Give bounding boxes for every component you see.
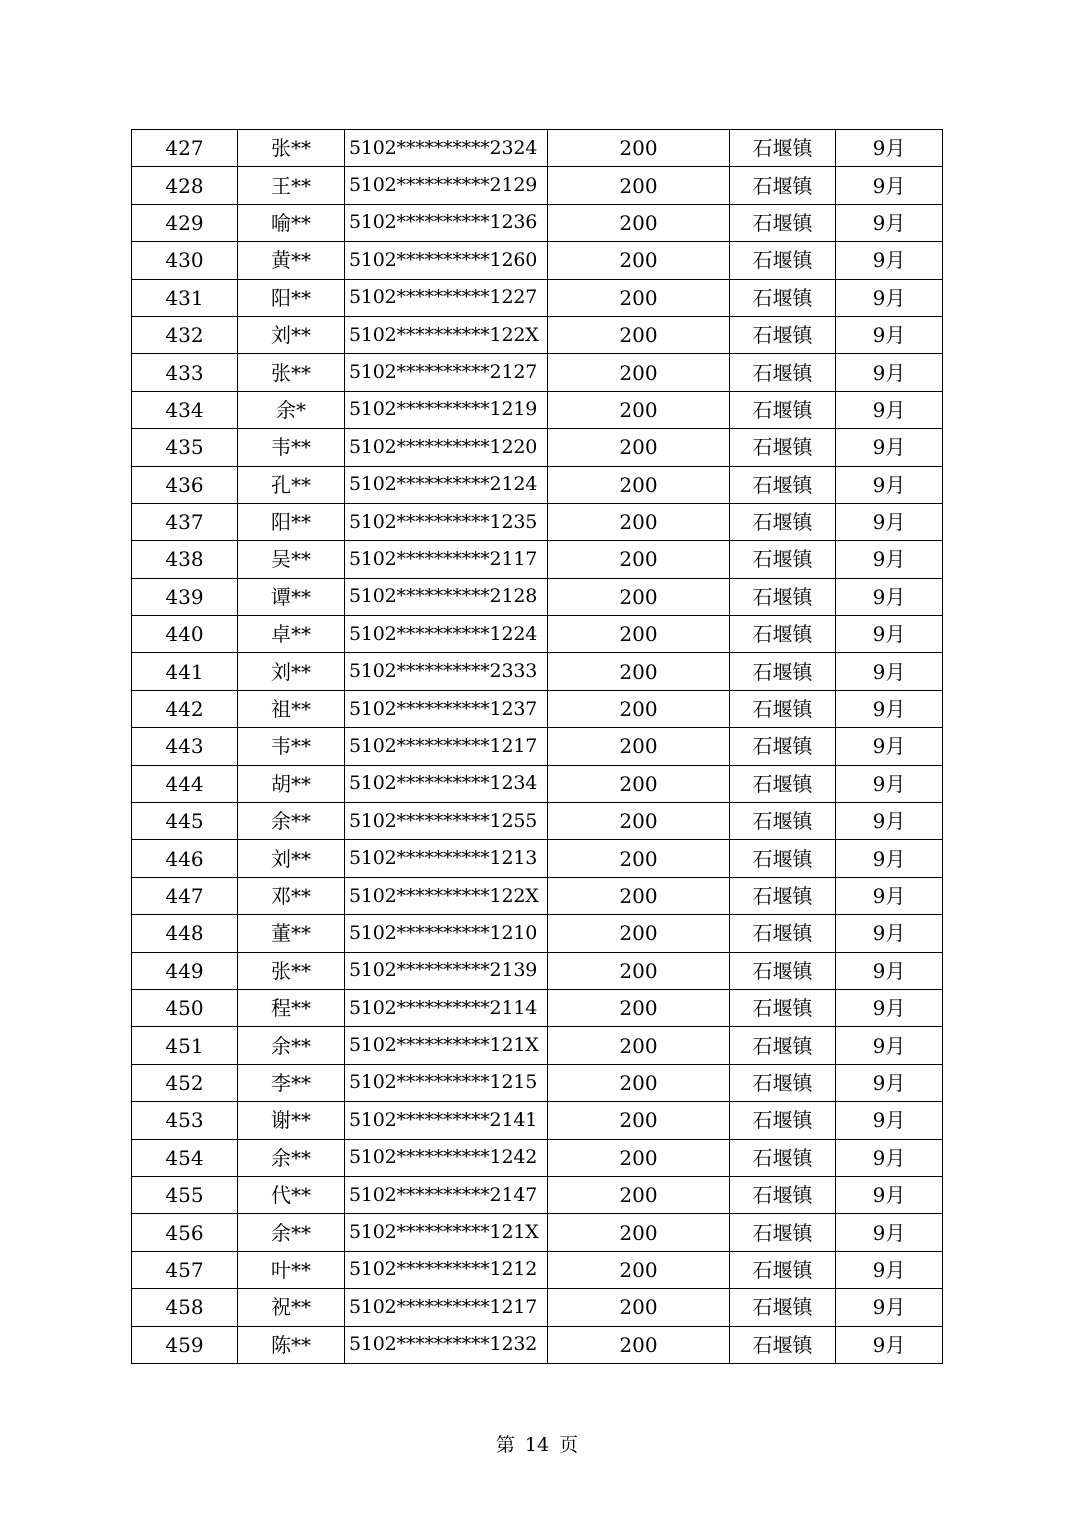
cell-name: 张** [238, 130, 345, 167]
cell-month: 9月 [836, 503, 943, 540]
cell-name: 刘** [238, 653, 345, 690]
cell-serial-number: 427 [132, 130, 238, 167]
cell-amount: 200 [548, 1326, 730, 1363]
cell-amount: 200 [548, 242, 730, 279]
cell-id-number: 5102**********1255 [345, 803, 548, 840]
cell-amount: 200 [548, 653, 730, 690]
cell-amount: 200 [548, 877, 730, 914]
cell-serial-number: 458 [132, 1289, 238, 1326]
cell-month: 9月 [836, 803, 943, 840]
data-table [131, 129, 943, 1364]
cell-name: 祖** [238, 690, 345, 727]
cell-town: 石堰镇 [730, 915, 836, 952]
cell-month: 9月 [836, 1027, 943, 1064]
cell-town: 石堰镇 [730, 466, 836, 503]
table-row [132, 391, 943, 428]
cell-name: 韦** [238, 429, 345, 466]
cell-month: 9月 [836, 728, 943, 765]
table-row [132, 840, 943, 877]
cell-name: 胡** [238, 765, 345, 802]
cell-town: 石堰镇 [730, 130, 836, 167]
cell-town: 石堰镇 [730, 391, 836, 428]
cell-month: 9月 [836, 429, 943, 466]
cell-name: 谢** [238, 1102, 345, 1139]
cell-id-number: 5102**********2333 [345, 653, 548, 690]
table-row [132, 690, 943, 727]
cell-month: 9月 [836, 1176, 943, 1213]
cell-serial-number: 453 [132, 1102, 238, 1139]
cell-town: 石堰镇 [730, 952, 836, 989]
cell-amount: 200 [548, 130, 730, 167]
table-row [132, 316, 943, 353]
cell-month: 9月 [836, 279, 943, 316]
cell-id-number: 5102**********1232 [345, 1326, 548, 1363]
cell-month: 9月 [836, 1251, 943, 1288]
cell-id-number: 5102**********1213 [345, 840, 548, 877]
cell-id-number: 5102**********1227 [345, 279, 548, 316]
table-row [132, 578, 943, 615]
cell-town: 石堰镇 [730, 316, 836, 353]
cell-id-number: 5102**********1224 [345, 616, 548, 653]
cell-name: 刘** [238, 840, 345, 877]
cell-month: 9月 [836, 877, 943, 914]
cell-month: 9月 [836, 578, 943, 615]
cell-amount: 200 [548, 1064, 730, 1101]
cell-name: 吴** [238, 541, 345, 578]
cell-month: 9月 [836, 840, 943, 877]
cell-serial-number: 435 [132, 429, 238, 466]
cell-town: 石堰镇 [730, 541, 836, 578]
cell-month: 9月 [836, 616, 943, 653]
cell-name: 黄** [238, 242, 345, 279]
cell-serial-number: 459 [132, 1326, 238, 1363]
cell-serial-number: 428 [132, 167, 238, 204]
cell-town: 石堰镇 [730, 1102, 836, 1139]
cell-town: 石堰镇 [730, 354, 836, 391]
page-footer-suffix: 页 [559, 1434, 579, 1456]
cell-amount: 200 [548, 578, 730, 615]
table-row [132, 242, 943, 279]
cell-id-number: 5102**********1217 [345, 1289, 548, 1326]
cell-serial-number: 452 [132, 1064, 238, 1101]
cell-name: 韦** [238, 728, 345, 765]
cell-month: 9月 [836, 653, 943, 690]
cell-amount: 200 [548, 840, 730, 877]
cell-name: 余** [238, 1139, 345, 1176]
cell-month: 9月 [836, 915, 943, 952]
cell-amount: 200 [548, 1251, 730, 1288]
cell-town: 石堰镇 [730, 1064, 836, 1101]
cell-amount: 200 [548, 1289, 730, 1326]
cell-town: 石堰镇 [730, 690, 836, 727]
cell-name: 王** [238, 167, 345, 204]
cell-month: 9月 [836, 130, 943, 167]
cell-month: 9月 [836, 1326, 943, 1363]
cell-serial-number: 456 [132, 1214, 238, 1251]
table-row [132, 1139, 943, 1176]
cell-name: 董** [238, 915, 345, 952]
table-row [132, 1326, 943, 1363]
cell-amount: 200 [548, 1214, 730, 1251]
cell-amount: 200 [548, 279, 730, 316]
cell-id-number: 5102**********2139 [345, 952, 548, 989]
cell-amount: 200 [548, 690, 730, 727]
table-row [132, 616, 943, 653]
table-row [132, 728, 943, 765]
cell-id-number: 5102**********2127 [345, 354, 548, 391]
cell-id-number: 5102**********2128 [345, 578, 548, 615]
cell-amount: 200 [548, 952, 730, 989]
cell-name: 祝** [238, 1289, 345, 1326]
cell-town: 石堰镇 [730, 877, 836, 914]
cell-name: 喻** [238, 204, 345, 241]
cell-town: 石堰镇 [730, 1214, 836, 1251]
page-footer-prefix: 第 [495, 1434, 515, 1456]
cell-serial-number: 430 [132, 242, 238, 279]
cell-month: 9月 [836, 1064, 943, 1101]
table-row [132, 466, 943, 503]
cell-town: 石堰镇 [730, 653, 836, 690]
cell-serial-number: 449 [132, 952, 238, 989]
cell-month: 9月 [836, 316, 943, 353]
table-row [132, 1251, 943, 1288]
table-row [132, 952, 943, 989]
cell-town: 石堰镇 [730, 1289, 836, 1326]
cell-town: 石堰镇 [730, 1326, 836, 1363]
cell-id-number: 5102**********2129 [345, 167, 548, 204]
table-row [132, 1289, 943, 1326]
cell-id-number: 5102**********1234 [345, 765, 548, 802]
cell-amount: 200 [548, 204, 730, 241]
cell-town: 石堰镇 [730, 242, 836, 279]
cell-serial-number: 441 [132, 653, 238, 690]
cell-month: 9月 [836, 354, 943, 391]
cell-name: 陈** [238, 1326, 345, 1363]
cell-town: 石堰镇 [730, 803, 836, 840]
cell-serial-number: 444 [132, 765, 238, 802]
cell-town: 石堰镇 [730, 1176, 836, 1213]
cell-id-number: 5102**********121X [345, 1214, 548, 1251]
table-row [132, 354, 943, 391]
cell-id-number: 5102**********121X [345, 1027, 548, 1064]
cell-month: 9月 [836, 204, 943, 241]
cell-name: 余** [238, 1214, 345, 1251]
cell-town: 石堰镇 [730, 429, 836, 466]
cell-month: 9月 [836, 1289, 943, 1326]
cell-serial-number: 437 [132, 503, 238, 540]
cell-name: 张** [238, 952, 345, 989]
cell-month: 9月 [836, 952, 943, 989]
cell-amount: 200 [548, 167, 730, 204]
cell-serial-number: 442 [132, 690, 238, 727]
cell-name: 刘** [238, 316, 345, 353]
cell-amount: 200 [548, 316, 730, 353]
cell-amount: 200 [548, 541, 730, 578]
cell-id-number: 5102**********1236 [345, 204, 548, 241]
cell-town: 石堰镇 [730, 989, 836, 1026]
cell-name: 孔** [238, 466, 345, 503]
cell-id-number: 5102**********2124 [345, 466, 548, 503]
cell-month: 9月 [836, 541, 943, 578]
cell-name: 阳** [238, 279, 345, 316]
cell-amount: 200 [548, 1027, 730, 1064]
cell-month: 9月 [836, 1214, 943, 1251]
cell-amount: 200 [548, 429, 730, 466]
table-row [132, 279, 943, 316]
table-row [132, 915, 943, 952]
cell-amount: 200 [548, 391, 730, 428]
cell-month: 9月 [836, 242, 943, 279]
cell-id-number: 5102**********1235 [345, 503, 548, 540]
table-row [132, 204, 943, 241]
cell-town: 石堰镇 [730, 728, 836, 765]
cell-id-number: 5102**********2324 [345, 130, 548, 167]
table-row [132, 429, 943, 466]
cell-town: 石堰镇 [730, 616, 836, 653]
cell-amount: 200 [548, 915, 730, 952]
cell-serial-number: 445 [132, 803, 238, 840]
cell-town: 石堰镇 [730, 1139, 836, 1176]
cell-town: 石堰镇 [730, 1027, 836, 1064]
cell-serial-number: 457 [132, 1251, 238, 1288]
cell-month: 9月 [836, 167, 943, 204]
cell-month: 9月 [836, 1139, 943, 1176]
cell-month: 9月 [836, 466, 943, 503]
cell-name: 邓** [238, 877, 345, 914]
cell-serial-number: 448 [132, 915, 238, 952]
cell-amount: 200 [548, 1139, 730, 1176]
cell-serial-number: 454 [132, 1139, 238, 1176]
cell-serial-number: 451 [132, 1027, 238, 1064]
cell-serial-number: 436 [132, 466, 238, 503]
table-row [132, 130, 943, 167]
cell-id-number: 5102**********1242 [345, 1139, 548, 1176]
cell-id-number: 5102**********2117 [345, 541, 548, 578]
cell-id-number: 5102**********1220 [345, 429, 548, 466]
cell-amount: 200 [548, 1176, 730, 1213]
page-number: 14 [524, 1434, 550, 1456]
cell-id-number: 5102**********122X [345, 877, 548, 914]
table-row [132, 1027, 943, 1064]
table-row [132, 541, 943, 578]
cell-town: 石堰镇 [730, 765, 836, 802]
table-row [132, 503, 943, 540]
table-row [132, 167, 943, 204]
cell-amount: 200 [548, 989, 730, 1026]
table-row [132, 1214, 943, 1251]
cell-id-number: 5102**********1260 [345, 242, 548, 279]
cell-id-number: 5102**********2147 [345, 1176, 548, 1213]
table-row [132, 1176, 943, 1213]
cell-amount: 200 [548, 765, 730, 802]
cell-town: 石堰镇 [730, 503, 836, 540]
cell-town: 石堰镇 [730, 1251, 836, 1288]
cell-id-number: 5102**********1215 [345, 1064, 548, 1101]
cell-serial-number: 439 [132, 578, 238, 615]
cell-town: 石堰镇 [730, 204, 836, 241]
cell-id-number: 5102**********2141 [345, 1102, 548, 1139]
cell-id-number: 5102**********1237 [345, 690, 548, 727]
table-body [132, 130, 943, 1364]
cell-amount: 200 [548, 354, 730, 391]
cell-serial-number: 443 [132, 728, 238, 765]
cell-amount: 200 [548, 1102, 730, 1139]
cell-serial-number: 433 [132, 354, 238, 391]
table-row [132, 877, 943, 914]
table-row [132, 765, 943, 802]
cell-name: 余* [238, 391, 345, 428]
cell-name: 李** [238, 1064, 345, 1101]
cell-amount: 200 [548, 466, 730, 503]
cell-name: 程** [238, 989, 345, 1026]
cell-month: 9月 [836, 690, 943, 727]
cell-name: 余** [238, 803, 345, 840]
cell-month: 9月 [836, 989, 943, 1026]
cell-town: 石堰镇 [730, 578, 836, 615]
cell-month: 9月 [836, 765, 943, 802]
table-row [132, 653, 943, 690]
cell-serial-number: 429 [132, 204, 238, 241]
cell-name: 余** [238, 1027, 345, 1064]
cell-serial-number: 450 [132, 989, 238, 1026]
cell-serial-number: 431 [132, 279, 238, 316]
cell-serial-number: 432 [132, 316, 238, 353]
cell-month: 9月 [836, 1102, 943, 1139]
cell-town: 石堰镇 [730, 279, 836, 316]
cell-town: 石堰镇 [730, 840, 836, 877]
cell-name: 叶** [238, 1251, 345, 1288]
cell-serial-number: 438 [132, 541, 238, 578]
table-row [132, 989, 943, 1026]
cell-town: 石堰镇 [730, 167, 836, 204]
cell-serial-number: 446 [132, 840, 238, 877]
cell-name: 谭** [238, 578, 345, 615]
table-row [132, 1064, 943, 1101]
cell-id-number: 5102**********2114 [345, 989, 548, 1026]
cell-id-number: 5102**********1212 [345, 1251, 548, 1288]
cell-serial-number: 455 [132, 1176, 238, 1213]
cell-id-number: 5102**********1217 [345, 728, 548, 765]
cell-month: 9月 [836, 391, 943, 428]
cell-id-number: 5102**********1210 [345, 915, 548, 952]
cell-serial-number: 440 [132, 616, 238, 653]
table-row [132, 803, 943, 840]
cell-amount: 200 [548, 803, 730, 840]
cell-name: 张** [238, 354, 345, 391]
table-row [132, 1102, 943, 1139]
cell-name: 代** [238, 1176, 345, 1213]
cell-serial-number: 434 [132, 391, 238, 428]
cell-id-number: 5102**********1219 [345, 391, 548, 428]
cell-serial-number: 447 [132, 877, 238, 914]
cell-id-number: 5102**********122X [345, 316, 548, 353]
cell-amount: 200 [548, 616, 730, 653]
cell-name: 卓** [238, 616, 345, 653]
page-footer [0, 1430, 1074, 1457]
cell-amount: 200 [548, 503, 730, 540]
cell-amount: 200 [548, 728, 730, 765]
cell-name: 阳** [238, 503, 345, 540]
